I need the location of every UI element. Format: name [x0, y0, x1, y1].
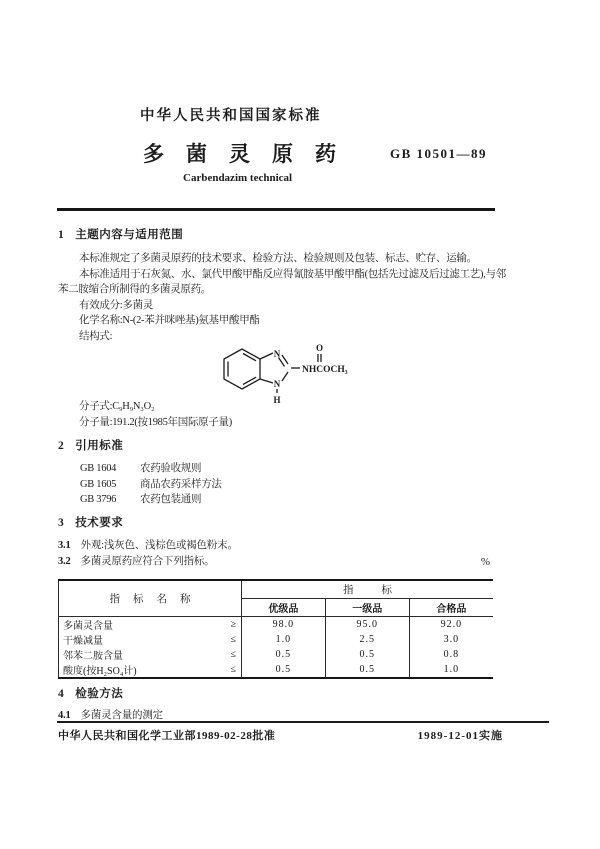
- active-ingredient-line: 有效成分:多菌灵: [79, 299, 154, 311]
- row-value: 0.5: [242, 647, 326, 662]
- spec-table-col-first: 一级品: [325, 599, 409, 617]
- table-row: [59, 662, 494, 678]
- clause-4-1-text: 多菌灵含量的测定: [80, 710, 163, 721]
- section-3-title: 技术要求: [75, 517, 124, 529]
- chemical-name-line: 化学名称:N-(2-苯并咪唑基)氨基甲酸甲酯: [79, 315, 260, 326]
- reference-item: [80, 461, 540, 477]
- molecular-info: [58, 399, 518, 430]
- molecular-weight-line: 分子量:191.2(按1985年国际原子量): [79, 416, 232, 428]
- row-value: 98.0: [242, 617, 326, 633]
- header-rule: [57, 208, 495, 211]
- row-value: 95.0: [325, 617, 409, 633]
- clause-3-1-number: 3.1: [58, 540, 71, 551]
- spec-table-group-header: 指标: [242, 580, 494, 599]
- clause-3-2-text: 多菌灵原药应符合下列指标。: [80, 555, 215, 567]
- standard-number: GB 10501—89: [390, 146, 488, 161]
- section-3-heading: [58, 514, 123, 530]
- scope-paragraph-1: 本标准规定了多菌灵原药的技术要求、检验方法、检验规则及包装、标志、贮存、运输。: [79, 253, 477, 264]
- row-value: 3.0: [443, 634, 460, 645]
- structure-h-label: H: [273, 395, 281, 405]
- footer-rule: [57, 721, 549, 723]
- section-4-number: 4: [58, 688, 65, 700]
- reference-list: [80, 461, 540, 508]
- row-value: 92.0: [440, 619, 463, 630]
- spec-table-name-header: 指标名称: [59, 580, 242, 617]
- clause-3-1: [58, 537, 238, 552]
- approval-statement: 中华人民共和国化学工业部1989-02-28批准: [58, 730, 276, 742]
- reference-item: [80, 477, 540, 493]
- clause-3-2: [58, 553, 214, 568]
- section-4-heading: [58, 685, 123, 701]
- row-name: 干燥减量: [63, 636, 103, 647]
- clause-3-2-number: 3.2: [58, 555, 71, 567]
- reference-code: GB 1605: [80, 478, 117, 490]
- section-4-title: 检验方法: [75, 688, 124, 700]
- document-title: 多菌灵原药: [143, 142, 358, 166]
- section-3-number: 3: [58, 517, 65, 529]
- section-1-heading: [58, 226, 183, 242]
- molecular-formula-line: 分子式:C₉H₉N₃O₂: [79, 401, 155, 412]
- implementation-date: 1989-12-01实施: [417, 730, 503, 742]
- structure-label: 结构式:: [79, 330, 113, 342]
- spec-table-col-qualified: 合格品: [409, 599, 493, 617]
- comparison-symbol: ≤: [230, 634, 236, 645]
- reference-name: 农药验收规则: [140, 463, 202, 474]
- structure-n-bottom-label: N: [273, 379, 281, 389]
- clause-4-1-number: 4.1: [58, 710, 71, 721]
- row-value: 0.5: [242, 662, 326, 678]
- table-row: [59, 632, 494, 647]
- spec-table: [58, 579, 493, 679]
- section-2-number: 2: [58, 440, 65, 452]
- comparison-symbol: ≥: [230, 619, 236, 630]
- structure-n-top-label: N: [273, 349, 281, 359]
- clause-3-1-text: 外观:浅灰色、浅棕色或褐色粉末。: [80, 540, 238, 551]
- row-name: 酸度(按H₂SO₄计): [63, 666, 137, 677]
- reference-item: [80, 492, 540, 508]
- section-2-title: 引用标准: [75, 440, 124, 452]
- row-value: 1.0: [242, 632, 326, 647]
- reference-name: 商品农药采样方法: [140, 478, 222, 490]
- section-1-number: 1: [58, 229, 65, 241]
- structure-o-label: O: [315, 343, 324, 353]
- comparison-symbol: ≤: [230, 649, 236, 660]
- structure-formula: [215, 341, 350, 405]
- row-name: 邻苯二胺含量: [63, 651, 123, 662]
- reference-code: GB 1604: [80, 463, 117, 474]
- row-value: 0.8: [443, 649, 460, 660]
- table-row: [59, 647, 494, 662]
- document-title-english: Carbendazim technical: [183, 172, 293, 184]
- row-value: 2.5: [325, 632, 409, 647]
- reference-code: GB 3796: [80, 494, 117, 505]
- spec-table-col-premium: 优级品: [242, 599, 326, 617]
- section-2-heading: [58, 437, 123, 453]
- row-name: 多菌灵含量: [63, 621, 113, 632]
- table-unit-label: %: [480, 556, 490, 568]
- national-standard-label: 中华人民共和国国家标准: [140, 108, 322, 124]
- clause-4-1: [58, 707, 163, 722]
- structure-chain-label: NHCOCH₃: [302, 365, 348, 375]
- reference-name: 农药包装通则: [140, 494, 202, 505]
- row-value: 0.5: [325, 662, 409, 678]
- section-1-body: [58, 251, 518, 344]
- row-value: 0.5: [325, 647, 409, 662]
- scope-paragraph-2-line-1: 本标准适用于石灰氮、水、氯代甲酸甲酯反应得氰胺基甲酸甲酯(包括先过滤及后过滤工艺),与邻: [79, 268, 506, 280]
- table-row: [59, 617, 494, 633]
- scope-paragraph-2-line-2: 苯二胺缩合所制得的多菌灵原药。: [58, 284, 211, 295]
- comparison-symbol: ≤: [230, 664, 236, 675]
- section-1-title: 主题内容与适用范围: [75, 229, 184, 241]
- row-value: 1.0: [443, 664, 460, 675]
